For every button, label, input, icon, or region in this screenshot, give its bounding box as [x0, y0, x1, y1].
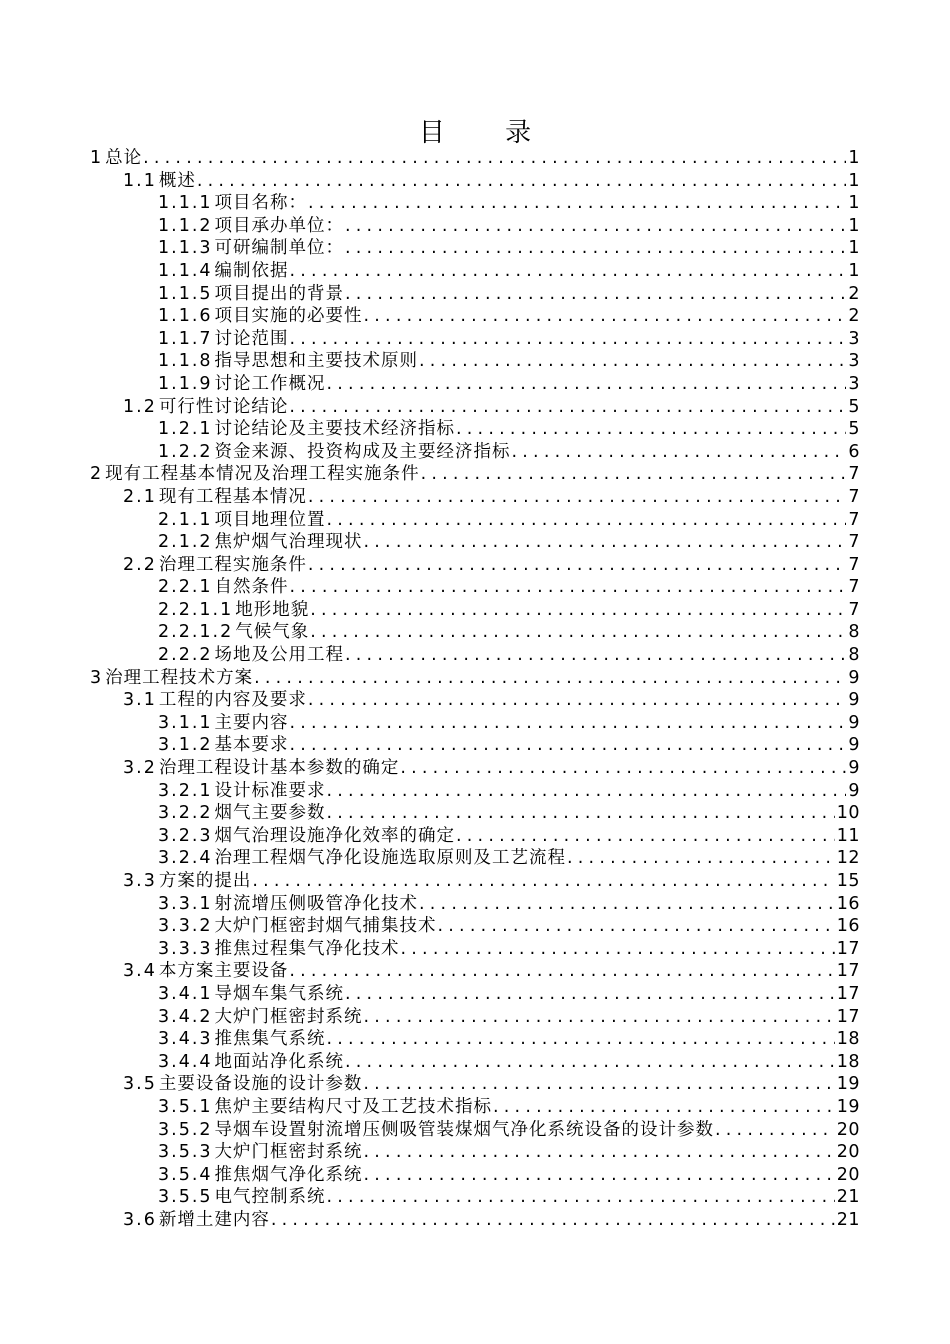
toc-entry-title: 本方案主要设备 [158, 961, 289, 982]
toc-entry-title: 项目名称： [214, 193, 308, 214]
toc-entry[interactable] [90, 983, 860, 1006]
toc-entry-page-number: 7 [848, 577, 860, 598]
toc-entry[interactable] [90, 350, 860, 373]
toc-entry-number: 2.2 [123, 554, 157, 575]
toc-entry-page-number: 9 [848, 690, 860, 711]
toc-entry-title: 项目承办单位： [214, 215, 345, 236]
toc-dot-leader [197, 170, 847, 193]
page-title: 目 录 [418, 118, 558, 148]
toc-entry[interactable] [90, 915, 860, 938]
toc-entry[interactable] [90, 305, 860, 328]
toc-entry-title: 项目地理位置 [214, 509, 326, 530]
toc-entry-title: 焦炉主要结构尺寸及工艺技术指标 [214, 1096, 493, 1117]
toc-entry-page-number: 6 [848, 441, 860, 462]
toc-entry[interactable] [90, 599, 860, 622]
toc-entry-title: 自然条件 [214, 577, 289, 598]
toc-entry[interactable] [90, 621, 860, 644]
toc-entry-number: 3.4.1 [158, 983, 213, 1004]
toc-entry[interactable] [90, 1096, 860, 1119]
toc-entry[interactable] [90, 554, 860, 577]
toc-dot-leader [364, 1164, 835, 1187]
toc-entry-page-number: 7 [848, 486, 860, 507]
toc-entry-title: 地形地貌 [235, 599, 310, 620]
toc-dot-leader [327, 1186, 835, 1209]
toc-dot-leader [456, 418, 846, 441]
toc-entry-page-number: 17 [836, 961, 860, 982]
toc-entry-number: 3.5.4 [158, 1164, 213, 1185]
toc-entry-title: 气候气象 [235, 622, 310, 643]
toc-entry[interactable] [90, 1073, 860, 1096]
toc-dot-leader [345, 215, 846, 238]
toc-entry-title: 编制依据 [214, 260, 289, 281]
toc-entry-page-number: 1 [848, 260, 860, 281]
toc-entry-title: 可行性讨论结论 [158, 396, 289, 417]
toc-entry-number: 1.2.2 [158, 441, 213, 462]
toc-entry-number: 2.1.2 [158, 532, 213, 553]
toc-dot-leader [364, 531, 847, 554]
toc-dot-leader [345, 1051, 835, 1074]
toc-entry-number: 3.4.4 [158, 1051, 213, 1072]
toc-dot-leader [308, 554, 847, 577]
toc-entry-page-number: 2 [848, 283, 860, 304]
toc-entry-page-number: 11 [836, 825, 860, 846]
toc-entry-page-number: 1 [848, 193, 860, 214]
toc-entry[interactable] [90, 328, 860, 351]
toc-entry[interactable] [90, 960, 860, 983]
toc-entry-page-number: 9 [848, 667, 860, 688]
toc-entry-number: 1.1.3 [158, 238, 213, 259]
toc-entry-number: 1.1.1 [158, 193, 213, 214]
toc-dot-leader [400, 757, 846, 780]
toc-entry-title: 电气控制系统 [214, 1187, 326, 1208]
toc-entry-title: 工程的内容及要求 [158, 690, 307, 711]
toc-entry-page-number: 10 [836, 803, 860, 824]
toc-dot-leader [401, 938, 835, 961]
toc-entry[interactable] [90, 847, 860, 870]
toc-entry-title: 可研编制单位： [214, 238, 345, 259]
toc-entry-number: 3.2.2 [158, 803, 213, 824]
toc-entry-title: 新增土建内容 [158, 1209, 270, 1230]
toc-entry-title: 射流增压侧吸管净化技术 [214, 893, 419, 914]
toc-dot-leader [290, 576, 847, 599]
toc-dot-leader [289, 396, 846, 419]
toc-entry-number: 3.5 [123, 1074, 157, 1095]
toc-entry[interactable] [90, 825, 860, 848]
toc-entry-page-number: 19 [836, 1074, 860, 1095]
toc-dot-leader [290, 328, 847, 351]
toc-entry-number: 3.5.3 [158, 1142, 213, 1163]
toc-dot-leader [327, 780, 847, 803]
toc-entry-page-number: 3 [848, 373, 860, 394]
toc-dot-leader [327, 1028, 835, 1051]
toc-entry-title: 项目提出的背景 [214, 283, 345, 304]
toc-entry-page-number: 20 [836, 1142, 860, 1163]
toc-entry-page-number: 18 [836, 1051, 860, 1072]
toc-dot-leader [363, 1073, 834, 1096]
toc-entry-number: 1.2 [123, 396, 157, 417]
toc-entry-number: 2.2.2 [158, 645, 213, 666]
toc-entry-title: 大炉门框密封系统 [214, 1006, 363, 1027]
toc-entry-title: 讨论工作概况 [214, 373, 326, 394]
toc-entry-number: 3.6 [123, 1209, 157, 1230]
toc-entry[interactable] [90, 1028, 860, 1051]
toc-dot-leader [364, 1141, 835, 1164]
toc-entry-page-number: 20 [836, 1119, 860, 1140]
toc-dot-leader [290, 712, 847, 735]
toc-entry-title: 设计标准要求 [214, 780, 326, 801]
toc-entry-title: 推焦过程集气净化技术 [214, 938, 400, 959]
toc-entry-title: 烟气治理设施净化效率的确定 [214, 825, 456, 846]
toc-entry[interactable] [90, 1209, 860, 1232]
toc-entry-page-number: 9 [848, 758, 860, 779]
toc-entry-number: 1.1.5 [158, 283, 213, 304]
toc-entry-number: 3.2 [123, 758, 157, 779]
toc-entry-number: 2.2.1 [158, 577, 213, 598]
toc-entry-page-number: 2 [848, 306, 860, 327]
toc-entry-title: 治理工程烟气净化设施选取原则及工艺流程 [214, 848, 567, 869]
toc-entry-number: 1.1 [123, 170, 157, 191]
toc-entry-page-number: 5 [848, 396, 860, 417]
toc-dot-leader [364, 1006, 835, 1029]
toc-dot-leader [308, 192, 846, 215]
toc-dot-leader [345, 237, 846, 260]
toc-entry-title: 地面站净化系统 [214, 1051, 345, 1072]
toc-entry-page-number: 3 [848, 328, 860, 349]
toc-entry[interactable] [90, 237, 860, 260]
toc-entry-page-number: 9 [848, 712, 860, 733]
toc-entry-number: 3.4.3 [158, 1029, 213, 1050]
toc-entry-title: 讨论结论及主要技术经济指标 [214, 419, 456, 440]
toc-entry-page-number: 9 [848, 780, 860, 801]
toc-entry-page-number: 1 [848, 238, 860, 259]
toc-entry[interactable] [90, 215, 860, 238]
toc-entry-page-number: 5 [848, 419, 860, 440]
toc-entry-title: 指导思想和主要技术原则 [214, 351, 419, 372]
toc-dot-leader [143, 147, 846, 170]
toc-entry[interactable] [90, 757, 860, 780]
toc-entry-number: 3.5.2 [158, 1119, 213, 1140]
toc-dot-leader [327, 373, 847, 396]
toc-entry[interactable] [90, 1119, 860, 1142]
toc-entry-page-number: 3 [848, 351, 860, 372]
toc-entry-page-number: 17 [836, 983, 860, 1004]
toc-entry-page-number: 21 [836, 1187, 860, 1208]
toc-dot-leader [345, 283, 846, 306]
toc-entry[interactable] [90, 780, 860, 803]
toc-dot-leader [290, 734, 847, 757]
toc-entry-number: 3.5.5 [158, 1187, 213, 1208]
toc-dot-leader [421, 463, 847, 486]
toc-entry-title: 大炉门框密封系统 [214, 1142, 363, 1163]
toc-entry-title: 导烟车设置射流增压侧吸管装煤烟气净化系统设备的设计参数 [214, 1119, 715, 1140]
toc-entry-page-number: 7 [848, 509, 860, 530]
toc-entry-title: 概述 [158, 170, 196, 191]
toc-entry-title: 项目实施的必要性 [214, 306, 363, 327]
toc-entry-page-number: 20 [836, 1164, 860, 1185]
toc-dot-leader [345, 644, 846, 667]
toc-entry[interactable] [90, 938, 860, 961]
toc-entry-number: 3.2.1 [158, 780, 213, 801]
toc-dot-leader [289, 960, 834, 983]
toc-entry-number: 3.3.3 [158, 938, 213, 959]
toc-dot-leader [327, 509, 847, 532]
toc-entry-number: 3.4.2 [158, 1006, 213, 1027]
toc-entry-number: 1.2.1 [158, 419, 213, 440]
toc-entry-number: 2.1.1 [158, 509, 213, 530]
toc-entry-page-number: 17 [836, 938, 860, 959]
toc-entry-title: 现有工程基本情况 [158, 486, 307, 507]
toc-entry[interactable] [90, 576, 860, 599]
toc-entry[interactable] [90, 1051, 860, 1074]
toc-entry-page-number: 1 [848, 170, 860, 191]
toc-entry-number: 2.2.1.1 [158, 599, 234, 620]
toc-entry-title: 治理工程实施条件 [158, 554, 307, 575]
toc-dot-leader [290, 260, 847, 283]
toc-entry[interactable] [90, 1186, 860, 1209]
toc-entry-page-number: 18 [836, 1029, 860, 1050]
toc-entry-number: 3 [90, 667, 104, 688]
toc-entry-number: 3.1.2 [158, 735, 213, 756]
toc-entry[interactable] [90, 192, 860, 215]
toc-dot-leader [438, 915, 835, 938]
toc-entry-title: 资金来源、投资构成及主要经济指标 [214, 441, 511, 462]
toc-entry[interactable] [90, 373, 860, 396]
toc-entry[interactable] [90, 870, 860, 893]
toc-entry[interactable] [90, 486, 860, 509]
toc-entry-title: 导烟车集气系统 [214, 983, 345, 1004]
toc-dot-leader [345, 983, 835, 1006]
toc-entry-page-number: 7 [848, 464, 860, 485]
toc-entry-number: 3.2.4 [158, 848, 213, 869]
toc-entry[interactable] [90, 1164, 860, 1187]
toc-dot-leader [254, 667, 846, 690]
toc-entry[interactable] [90, 418, 860, 441]
toc-entry[interactable] [90, 1006, 860, 1029]
toc-entry[interactable] [90, 147, 860, 170]
toc-dot-leader [271, 1209, 835, 1232]
toc-entry-title: 总论 [105, 148, 143, 168]
toc-entry-title: 推焦烟气净化系统 [214, 1164, 363, 1185]
toc-entry[interactable] [90, 441, 860, 464]
toc-entry-title: 烟气主要参数 [214, 803, 326, 824]
toc-dot-leader [419, 350, 846, 373]
toc-entry[interactable] [90, 1141, 860, 1164]
toc-entry[interactable] [90, 667, 860, 690]
toc-entry-number: 1.1.4 [158, 260, 213, 281]
toc-entry-page-number: 16 [836, 893, 860, 914]
toc-dot-leader [252, 870, 834, 893]
toc-entry-page-number: 7 [848, 599, 860, 620]
toc-entry-number: 3.3.2 [158, 916, 213, 937]
toc-entry-number: 1.1.2 [158, 215, 213, 236]
toc-entry-title: 治理工程技术方案 [105, 667, 254, 688]
toc-entry-number: 3.2.3 [158, 825, 213, 846]
toc-entry-number: 1 [90, 148, 104, 168]
toc-entry-page-number: 19 [836, 1096, 860, 1117]
toc-entry-number: 1.1.8 [158, 351, 213, 372]
toc-entry[interactable] [90, 644, 860, 667]
toc-entry-number: 2.1 [123, 486, 157, 507]
toc-entry[interactable] [90, 689, 860, 712]
toc-entry-title: 场地及公用工程 [214, 645, 345, 666]
toc-entry[interactable] [90, 283, 860, 306]
table-of-contents [90, 147, 860, 1232]
toc-dot-leader [567, 847, 835, 870]
toc-dot-leader [456, 825, 835, 848]
toc-entry-number: 3.1.1 [158, 712, 213, 733]
toc-dot-leader [327, 802, 835, 825]
toc-entry[interactable] [90, 170, 860, 193]
toc-dot-leader [419, 893, 835, 916]
toc-entry[interactable] [90, 260, 860, 283]
toc-entry-page-number: 17 [836, 1006, 860, 1027]
toc-entry-page-number: 16 [836, 916, 860, 937]
toc-entry-page-number: 9 [848, 735, 860, 756]
toc-entry-page-number: 21 [836, 1209, 860, 1230]
toc-entry[interactable] [90, 396, 860, 419]
toc-entry[interactable] [90, 463, 860, 486]
toc-entry-page-number: 7 [848, 554, 860, 575]
toc-entry-number: 1.1.9 [158, 373, 213, 394]
toc-entry-title: 方案的提出 [158, 871, 252, 891]
toc-entry-number: 2.2.1.2 [158, 622, 234, 643]
toc-entry[interactable] [90, 734, 860, 757]
toc-entry-number: 2 [90, 464, 104, 485]
toc-dot-leader [308, 689, 847, 712]
toc-entry-page-number: 8 [848, 645, 860, 666]
toc-entry-number: 3.3.1 [158, 893, 213, 914]
toc-entry[interactable] [90, 531, 860, 554]
toc-entry-title: 讨论范围 [214, 328, 289, 349]
toc-entry[interactable] [90, 893, 860, 916]
toc-dot-leader [310, 621, 846, 644]
toc-entry-number: 3.1 [123, 690, 157, 711]
toc-entry-title: 现有工程基本情况及治理工程实施条件 [105, 464, 420, 485]
toc-entry-page-number: 1 [848, 215, 860, 236]
toc-entry-page-number: 12 [836, 848, 860, 869]
toc-dot-leader [512, 441, 847, 464]
toc-entry-title: 基本要求 [214, 735, 289, 756]
toc-entry[interactable] [90, 509, 860, 532]
toc-entry-number: 3.3 [123, 871, 157, 891]
toc-entry-page-number: 7 [848, 532, 860, 553]
toc-dot-leader [364, 305, 847, 328]
toc-entry-title: 大炉门框密封烟气捕集技术 [214, 916, 437, 937]
toc-dot-leader [308, 486, 847, 509]
toc-entry-number: 1.1.7 [158, 328, 213, 349]
toc-entry-page-number: 1 [848, 148, 860, 168]
toc-entry-number: 1.1.6 [158, 306, 213, 327]
toc-entry-title: 焦炉烟气治理现状 [214, 532, 363, 553]
toc-entry-number: 3.5.1 [158, 1096, 213, 1117]
toc-entry-title: 主要内容 [214, 712, 289, 733]
toc-dot-leader [493, 1096, 835, 1119]
toc-dot-leader [310, 599, 846, 622]
toc-entry-title: 治理工程设计基本参数的确定 [158, 758, 400, 779]
toc-entry-page-number: 15 [836, 871, 860, 891]
toc-entry[interactable] [90, 712, 860, 735]
toc-entry-number: 3.4 [123, 961, 157, 982]
toc-entry-page-number: 8 [848, 622, 860, 643]
toc-entry[interactable] [90, 802, 860, 825]
toc-entry-title: 推焦集气系统 [214, 1029, 326, 1050]
toc-entry-title: 主要设备设施的设计参数 [158, 1074, 363, 1095]
toc-dot-leader [715, 1119, 835, 1142]
